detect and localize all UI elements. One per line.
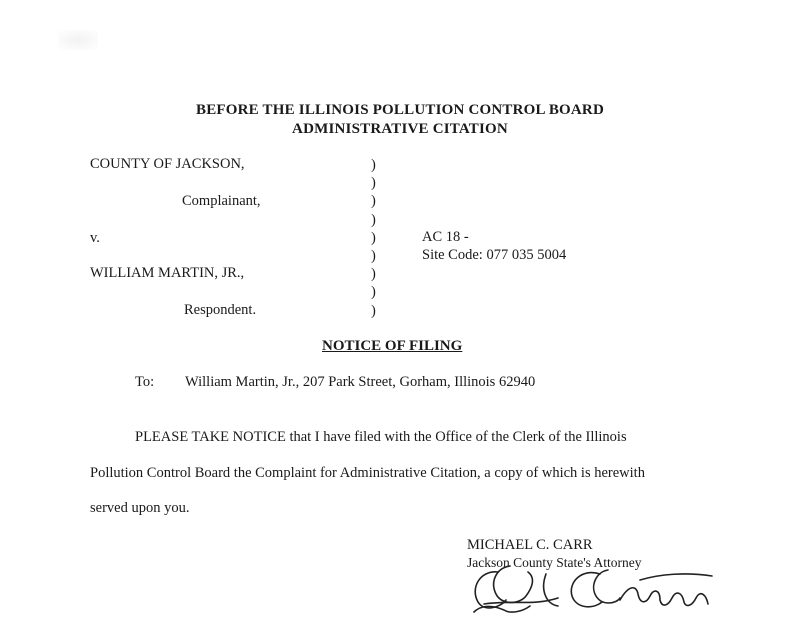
- respondent-name: WILLIAM MARTIN, JR.,: [90, 265, 245, 281]
- paren: ): [371, 284, 376, 301]
- handwritten-signature: [450, 560, 730, 618]
- case-number: AC 18 -: [422, 229, 469, 245]
- complainant-role: Complainant,: [182, 193, 261, 209]
- scan-artifact: [58, 30, 98, 50]
- paren: ): [371, 248, 376, 265]
- notice-body-line2: Pollution Control Board the Complaint for Administrative Citation, a copy of which is herewith: [90, 465, 645, 481]
- versus-label: v.: [90, 230, 100, 246]
- respondent-role: Respondent.: [184, 302, 257, 318]
- paren: ): [371, 266, 376, 283]
- notice-body-line3: served upon you.: [90, 500, 190, 516]
- to-address: William Martin, Jr., 207 Park Street, Gorham, Illinois 62940: [185, 374, 536, 390]
- paren: ): [371, 157, 376, 173]
- to-label: To:: [135, 374, 155, 390]
- heading-citation: ADMINISTRATIVE CITATION: [292, 121, 508, 137]
- complainant-name: COUNTY OF JACKSON,: [90, 156, 245, 172]
- caption-parens: [371, 156, 376, 320]
- signer-title: Jackson County State's Attorney: [467, 555, 642, 570]
- paren: ): [371, 302, 376, 319]
- heading-board: BEFORE THE ILLINOIS POLLUTION CONTROL BOARD: [196, 102, 604, 118]
- notice-body-line1: PLEASE TAKE NOTICE that I have filed with the Office of the Clerk of the Illinois: [135, 429, 627, 445]
- paren: ): [371, 211, 376, 228]
- signer-name: MICHAEL C. CARR: [467, 537, 593, 553]
- paren: ): [371, 175, 376, 192]
- paren: ): [371, 193, 376, 210]
- site-code: Site Code: 077 035 5004: [422, 247, 567, 263]
- notice-title: NOTICE OF FILING: [322, 338, 463, 354]
- paren: ): [371, 229, 376, 246]
